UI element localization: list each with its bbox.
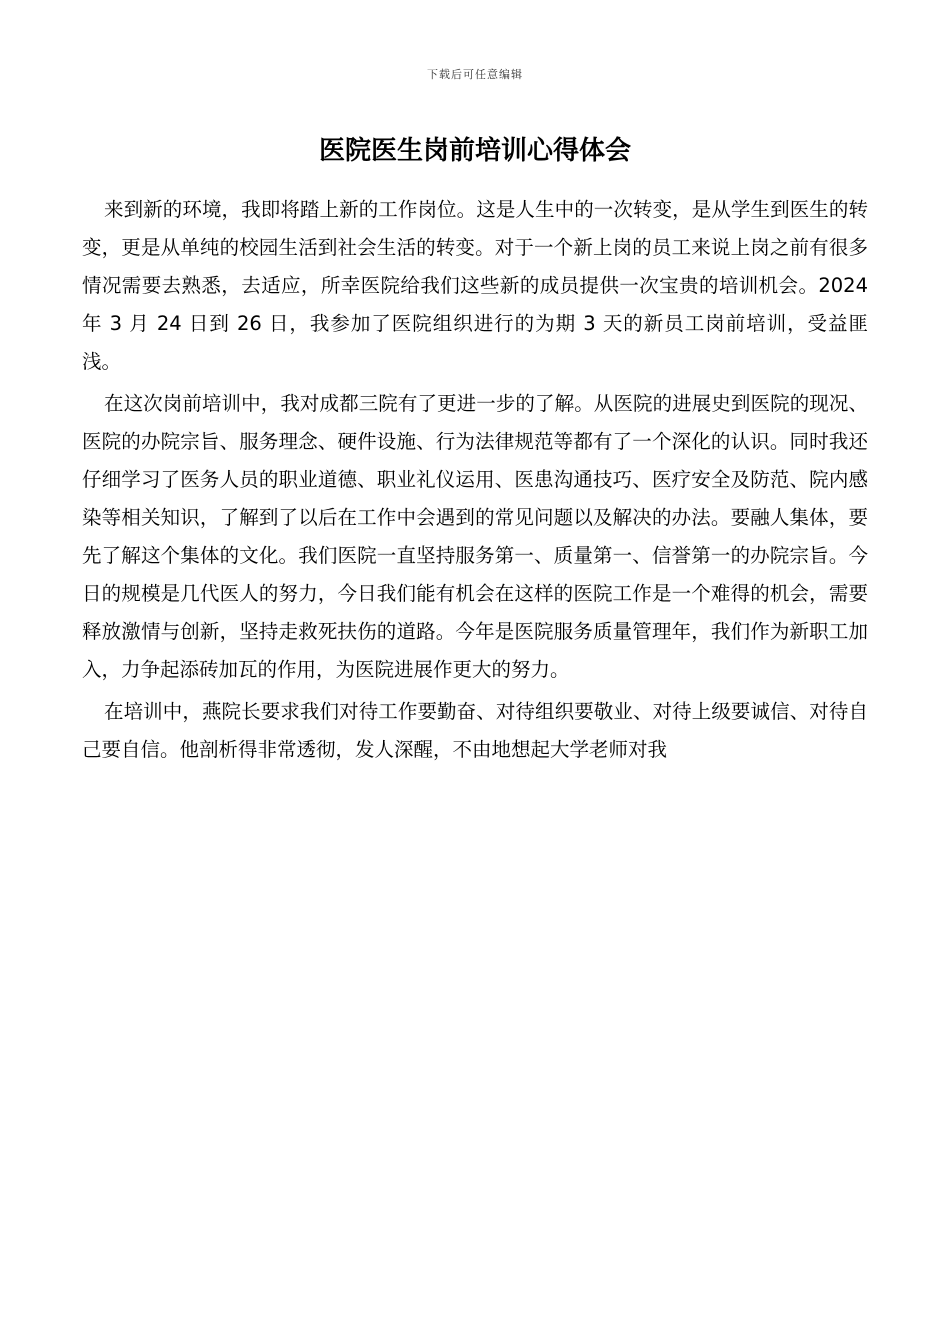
paragraph: 来到新的环境，我即将踏上新的工作岗位。这是人生中的一次转变，是从学生到医生的转变，更是从单纯的校园生活到社会生活的转变。对于一个新上岗的员工来说上岗之前有很多情况需要去熟悉，去适应，所幸医院给我们这些新的成员提供一次宝贵的培训机会。2024 年 3 月 24 日到 26 日，我参加了医院组织进行的为期 3 天的新员工岗前培训，受益匪浅。 bbox=[82, 198, 868, 373]
paragraph: 在这次岗前培训中，我对成都三院有了更进一步的了解。从医院的进展史到医院的现况、医院的办院宗旨、服务理念、硬件设施、行为法律规范等都有了一个深化的认识。同时我还仔细学习了医务人员的职业道德、职业礼仪运用、医患沟通技巧、医疗安全及防范、院内感染等相关知识，了解到了以后在工作中会遇到的常见问题以及解决的办法。要融人集体，要先了解这个集体的文化。我们医院一直坚持服务第一、质量第一、信誉第一的办院宗旨。今日的规模是几代医人的努力，今日我们能有机会在这样的医院工作是一个难得的机会，需要释放激情与创新，坚持走救死扶伤的道路。今年是医院服务质量管理年，我们作为新职工加入，力争起添砖加瓦的作用，为医院进展作更大的努力。 bbox=[82, 392, 868, 681]
document-title: 医院医生岗前培训心得体会 bbox=[318, 136, 631, 166]
document-body bbox=[82, 191, 868, 773]
download-note: 下载后可任意编辑 bbox=[427, 68, 523, 81]
paragraph: 在培训中，燕院长要求我们对待工作要勤奋、对待组织要敬业、对待上级要诚信、对待自己要自信。他剖析得非常透彻，发人深醒，不由地想起大学老师对我 bbox=[82, 700, 868, 761]
